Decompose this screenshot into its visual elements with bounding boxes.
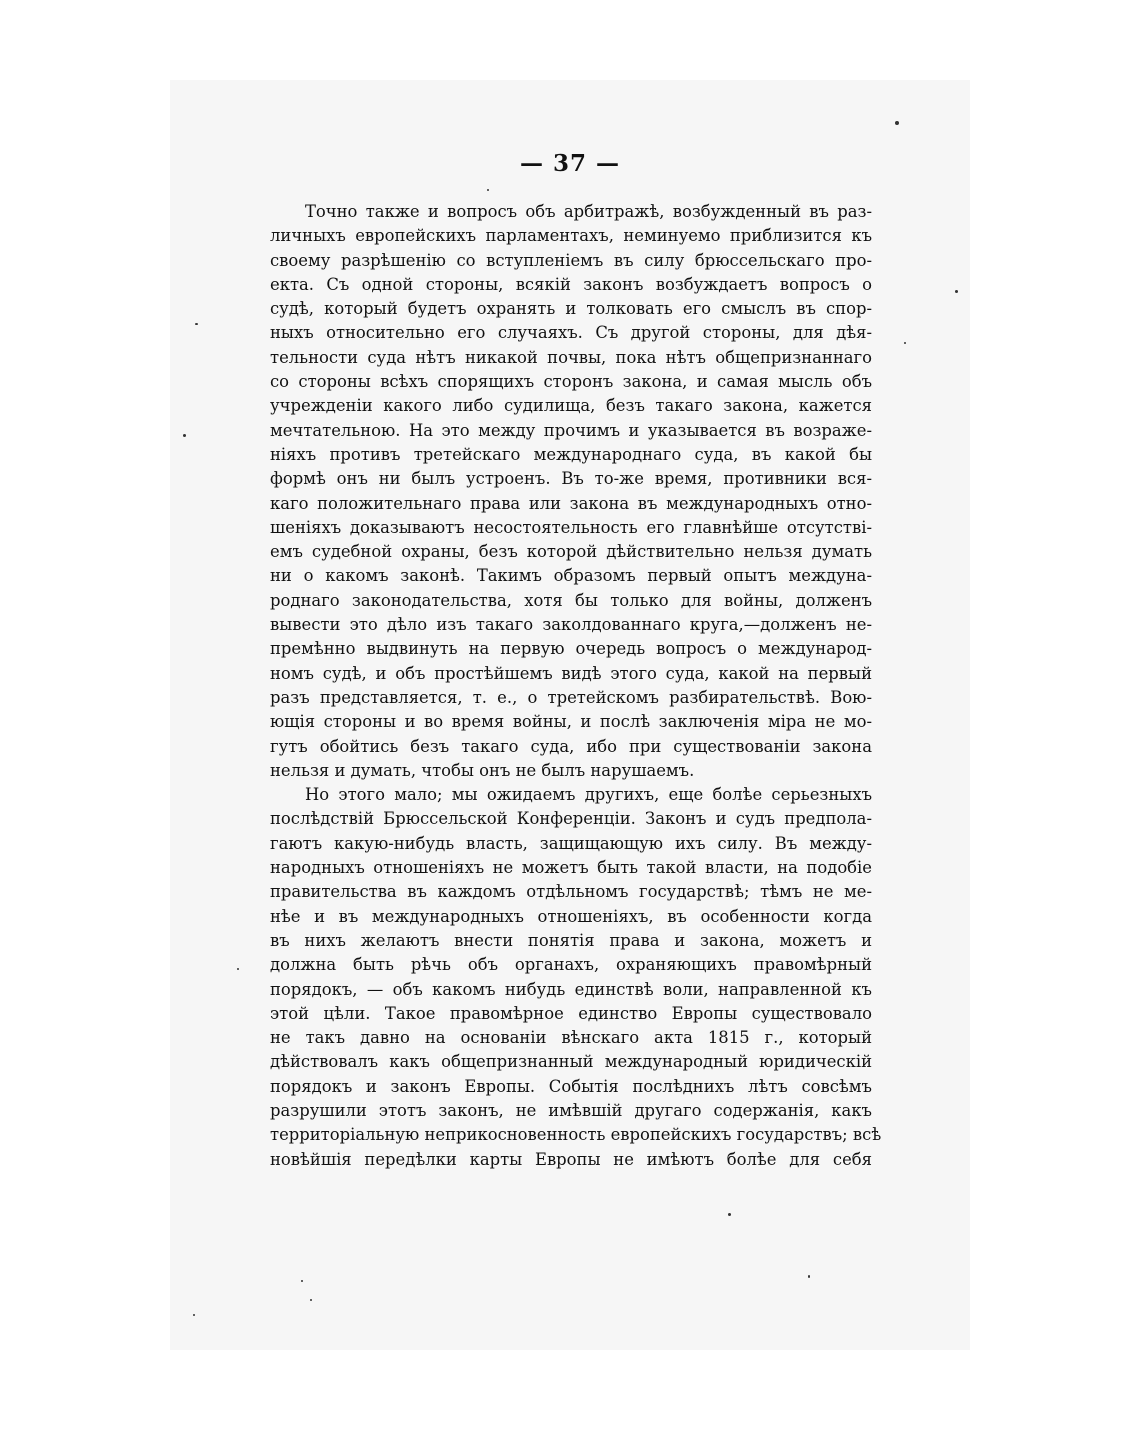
text-line: этой цѣли. Такое правомѣрное единство Европы существовало	[270, 1003, 872, 1023]
text-line: каго положительнаго права или закона въ международныхъ отно-	[270, 493, 872, 513]
text-line: гутъ обойтись безъ такаго суда, ибо при существованіи закона	[270, 736, 872, 756]
scan-speck	[955, 290, 958, 293]
text-line: емъ судебной охраны, безъ которой дѣйствительно нельзя думать	[270, 542, 872, 562]
scan-speck	[808, 1275, 810, 1278]
text-line: правительства въ каждомъ отдѣльномъ государствѣ; тѣмъ не ме-	[270, 882, 872, 902]
text-line: территоріальную неприкосновенность европейскихъ государствъ; всѣ	[270, 1125, 882, 1145]
scan-speck	[728, 1213, 731, 1216]
text-line: судѣ, который будетъ охранять и толковать его смыслъ въ спор-	[270, 299, 872, 319]
scan-speck	[195, 323, 198, 325]
text-line: ніяхъ противъ третейскаго международнаго суда, въ какой бы	[270, 444, 872, 464]
text-line: нѣе и въ международныхъ отношеніяхъ, въ особенности когда	[270, 906, 872, 926]
scan-speck	[183, 434, 186, 437]
text-line: послѣдствій Брюссельской Конференціи. Законъ и судъ предпола-	[270, 809, 872, 829]
text-line: ни о какомъ законѣ. Такимъ образомъ первый опытъ междуна-	[270, 566, 872, 586]
text-line: екта. Съ одной стороны, всякій законъ возбуждаетъ вопросъ о	[270, 274, 872, 294]
text-line: роднаго законодательства, хотя бы только для войны, долженъ	[270, 590, 872, 610]
text-line: нельзя и думать, чтобы онъ не былъ нарушаемъ.	[270, 760, 695, 780]
text-line: шеніяхъ доказываютъ несостоятельность его главнѣйше отсутствi-	[270, 517, 872, 537]
text-line: со стороны всѣхъ спорящихъ сторонъ закона, и самая мысль объ	[270, 372, 872, 392]
text-line: премѣнно выдвинуть на первую очередь вопросъ о международ-	[270, 639, 872, 659]
text-line: тельности суда нѣтъ никакой почвы, пока нѣтъ общепризнаннаго	[270, 347, 872, 367]
text-line: порядокъ, — объ какомъ нибудь единствѣ воли, направленной къ	[270, 979, 872, 999]
text-line: не такъ давно на основаніи вѣнскаго акта 1815 г., который	[270, 1028, 872, 1048]
text-line: должна быть рѣчь объ органахъ, охраняющихъ правомѣрный	[270, 955, 872, 975]
scan-speck	[301, 1280, 303, 1282]
scan-speck	[895, 121, 899, 125]
text-line: народныхъ отношеніяхъ не можетъ быть такой власти, на подобіе	[270, 858, 872, 878]
text-line: гаютъ какую-нибудь власть, защищающую ихъ силу. Въ между-	[270, 833, 872, 853]
body-text	[270, 200, 882, 1172]
scan-speck	[904, 342, 906, 344]
scan-speck	[193, 1314, 195, 1316]
text-line: личныхъ европейскихъ парламентахъ, неминуемо приблизится къ	[270, 226, 872, 246]
text-line: новѣйшія передѣлки карты Европы не имѣютъ болѣе для себя	[270, 1149, 872, 1169]
text-line: разъ представляется, т. е., о третейскомъ разбирательствѣ. Вою-	[270, 687, 872, 707]
page-number: — 37 —	[519, 150, 621, 177]
text-line: ющія стороны и во время войны, и послѣ заключенія міра не мо-	[270, 712, 872, 732]
text-line: Точно также и вопросъ объ арбитражѣ, возбужденный въ раз-	[305, 202, 872, 221]
text-line: учрежденіи какого либо судилища, безъ такаго закона, кажется	[270, 396, 872, 416]
scan-speck	[487, 189, 489, 191]
text-line: формѣ онъ ни былъ устроенъ. Въ то-же время, противники вся-	[270, 469, 872, 489]
text-line: ныхъ относительно его случаяхъ. Съ другой стороны, для дѣя-	[270, 323, 872, 343]
text-line: номъ судѣ, и объ простѣйшемъ видѣ этого суда, какой на первый	[270, 663, 872, 683]
text-line: Но этого мало; мы ожидаемъ другихъ, еще болѣе серьезныхъ	[305, 785, 872, 805]
scan-speck	[310, 1299, 312, 1301]
text-line: въ нихъ желаютъ внести понятія права и закона, можетъ и	[270, 930, 872, 950]
text-line: своему разрѣшенію со вступленіемъ въ силу брюссельскаго про-	[270, 250, 872, 270]
text-line: мечтательною. На это между прочимъ и указывается въ возраже-	[270, 420, 872, 440]
text-line: разрушили этотъ законъ, не имѣвшій другаго содержанія, какъ	[270, 1100, 872, 1120]
text-line: порядокъ и законъ Европы. Событія послѣднихъ лѣтъ совсѣмъ	[270, 1076, 872, 1096]
text-line: вывести это дѣло изъ такаго заколдованнаго круга,—долженъ не-	[270, 615, 872, 635]
text-line: дѣйствовалъ какъ общепризнанный международный юридическій	[270, 1052, 872, 1072]
scan-speck	[237, 968, 239, 970]
